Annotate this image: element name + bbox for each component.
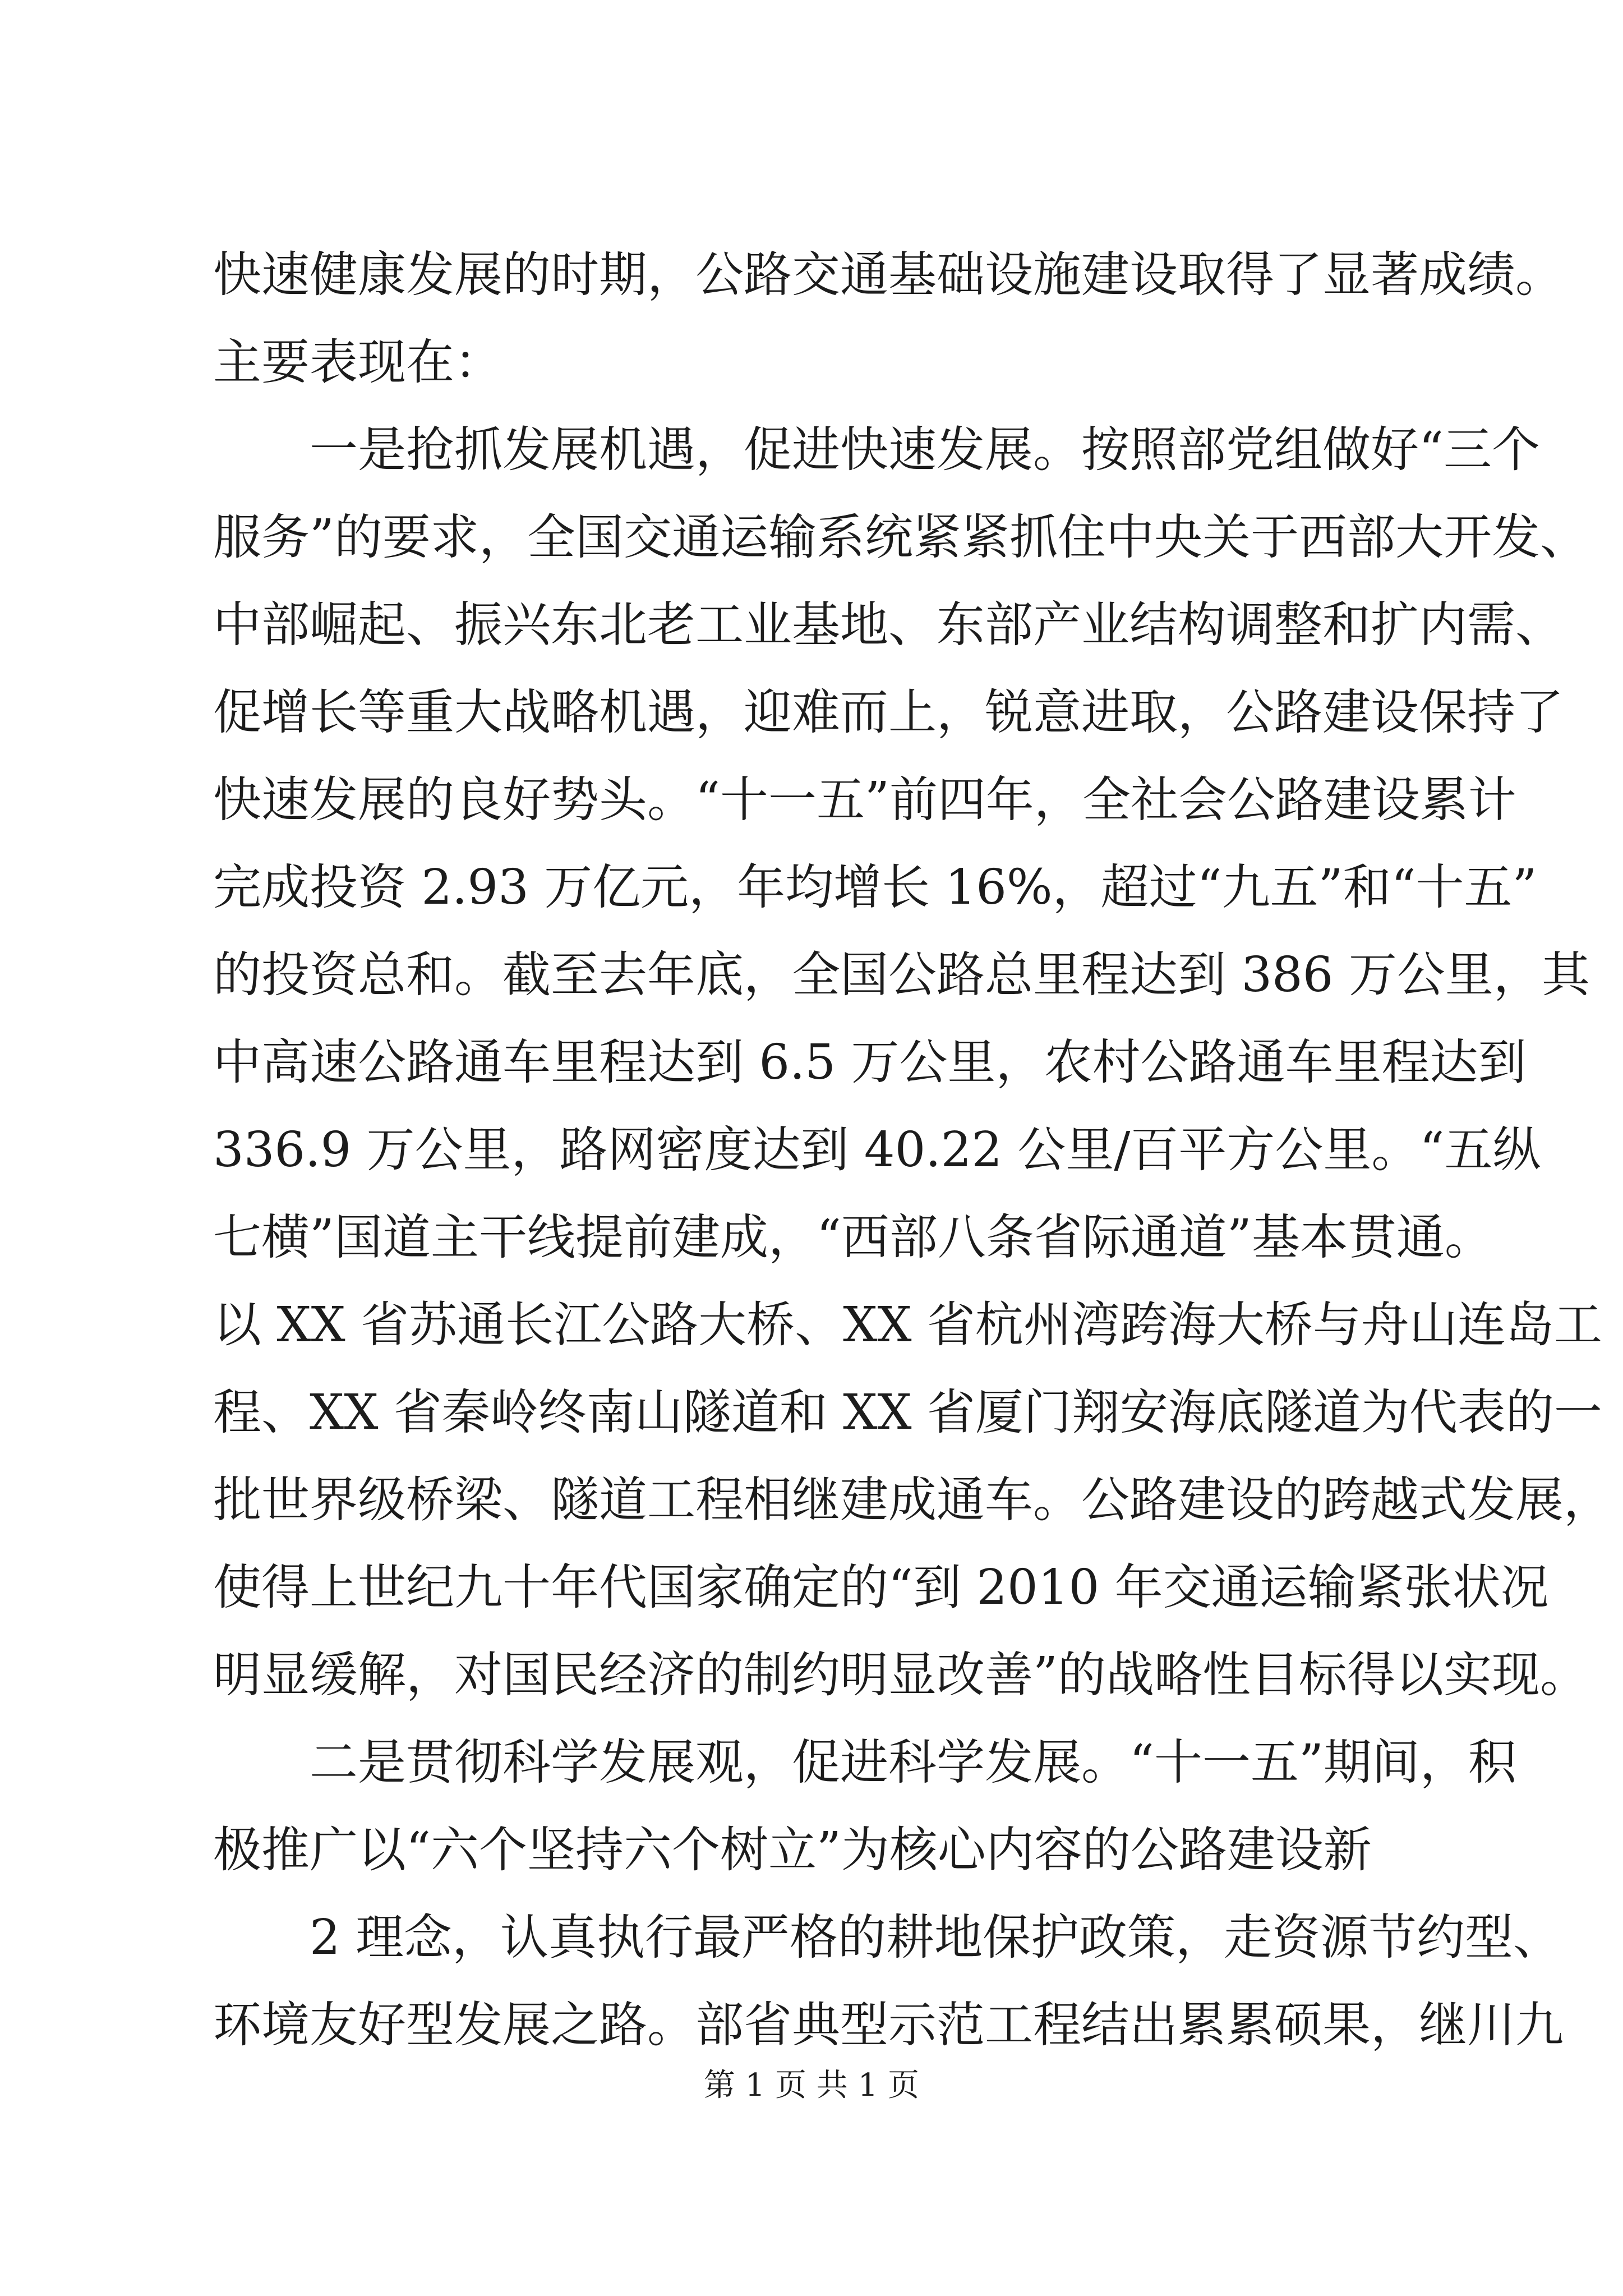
text-line: 完成投资 2.93 万亿元，年均增长 16%，超过“九五”和“十五”: [213, 859, 1537, 915]
text-line: 促增长等重大战略机遇，迎难而上，锐意进取，公路建设保持了: [213, 684, 1564, 740]
text-line: 程、XX 省秦岭终南山隧道和 XX 省厦门翔安海底隧道为代表的一: [213, 1384, 1602, 1441]
text-line: 2 理念，认真执行最严格的耕地保护政策，走资源节约型、: [310, 1910, 1562, 1966]
text-line: 以 XX 省苏通长江公路大桥、XX 省杭州湾跨海大桥与舟山连岛工: [213, 1297, 1602, 1353]
text-line: 的投资总和。截至去年底，全国公路总里程达到 386 万公里，其: [213, 947, 1590, 1003]
text-line: 主要表现在：: [213, 334, 502, 390]
page-footer: [0, 2063, 1623, 2108]
text-line: 快速发展的良好势头。“十一五”前四年，全社会公路建设累计: [213, 772, 1516, 828]
text-line: 批世界级桥梁、隧道工程相继建成通车。公路建设的跨越式发展，: [213, 1472, 1612, 1528]
text-line: 336.9 万公里，路网密度达到 40.22 公里/百平方公里。“五纵: [213, 1122, 1541, 1178]
text-line: 一是抢抓发展机遇，促进快速发展。按照部党组做好“三个: [310, 422, 1540, 478]
text-line: 二是贯彻科学发展观，促进科学发展。“十一五”期间，积: [310, 1734, 1516, 1791]
page-number: 第 1 页 共 1 页: [703, 2067, 920, 2104]
document-body: [213, 231, 1612, 2069]
text-line: 服务”的要求，全国交通运输系统紧紧抓住中央关于西部大开发、: [213, 509, 1588, 565]
text-line: 明显缓解，对国民经济的制约明显改善”的战略性目标得以实现。: [213, 1647, 1588, 1703]
text-line: 环境友好型发展之路。部省典型示范工程结出累累硕果，继川九: [213, 1997, 1564, 2053]
text-line: 快速健康发展的时期，公路交通基础设施建设取得了显著成绩。: [213, 247, 1564, 303]
text-line: 中部崛起、振兴东北老工业基地、东部产业结构调整和扩内需、: [213, 597, 1564, 653]
text-line: 使得上世纪九十年代国家确定的“到 2010 年交通运输紧张状况: [213, 1559, 1549, 1616]
text-line: 极推广以“六个坚持六个树立”为核心内容的公路建设新: [213, 1822, 1372, 1878]
text-line: 中高速公路通车里程达到 6.5 万公里，农村公路通车里程达到: [213, 1034, 1527, 1091]
text-line: 七横”国道主干线提前建成，“西部八条省际通道”基本贯通。: [213, 1209, 1493, 1266]
